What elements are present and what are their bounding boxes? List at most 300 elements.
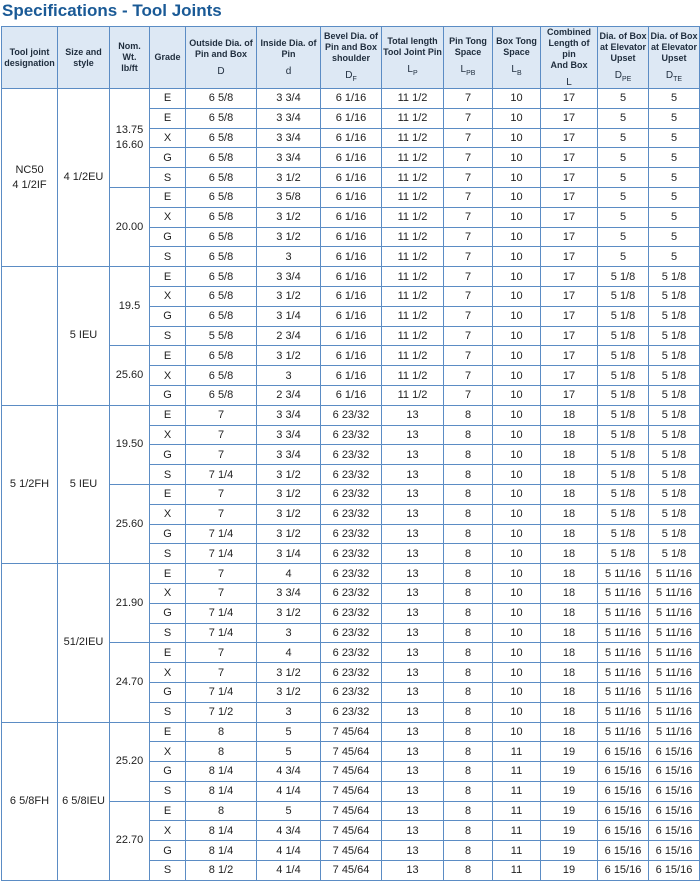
table-cell: 5 — [649, 247, 700, 267]
table-cell: 10 — [493, 207, 541, 227]
table-cell: S — [150, 465, 186, 485]
table-cell: 3 1/2 — [257, 524, 321, 544]
table-cell: 17 — [541, 286, 598, 306]
table-cell: 11 — [493, 762, 541, 782]
table-cell: 5 — [649, 168, 700, 188]
table-cell: 5 11/16 — [649, 682, 700, 702]
column-header-text: Space — [454, 47, 482, 57]
size-and-style — [58, 267, 110, 406]
table-cell: 11 1/2 — [382, 267, 444, 287]
table-cell: 8 — [444, 722, 493, 742]
table-cell: S — [150, 247, 186, 267]
table-cell: 4 — [257, 564, 321, 584]
table-cell: 5 1/8 — [649, 465, 700, 485]
table-cell: 5 — [257, 722, 321, 742]
table-cell: 18 — [541, 465, 598, 485]
table-cell: 10 — [493, 524, 541, 544]
table-cell: 3 3/4 — [257, 128, 321, 148]
table-cell: 6 23/32 — [321, 603, 382, 623]
column-symbol — [493, 64, 540, 79]
table-cell: 11 — [493, 861, 541, 881]
column-header-text: Nom. — [118, 41, 141, 51]
table-cell: 5 11/16 — [598, 643, 649, 663]
column-header — [2, 27, 58, 89]
table-cell: 10 — [493, 564, 541, 584]
table-cell: 6 5/8 — [186, 306, 257, 326]
column-symbol-letter: L — [511, 64, 517, 75]
table-cell: 5 — [649, 89, 700, 109]
column-header-text: Pin and Box — [324, 41, 377, 52]
table-cell: 10 — [493, 346, 541, 366]
table-cell: 5 11/16 — [649, 603, 700, 623]
tool-joint-designation — [2, 722, 58, 880]
table-cell: 3 1/2 — [257, 682, 321, 702]
table-cell: 7 — [444, 128, 493, 148]
table-cell: G — [150, 603, 186, 623]
table-cell: 7 — [444, 267, 493, 287]
table-cell: 10 — [493, 227, 541, 247]
table-cell: 10 — [493, 267, 541, 287]
table-cell: 3 1/2 — [257, 484, 321, 504]
column-header-text: style — [73, 57, 94, 68]
table-cell: 11 1/2 — [382, 227, 444, 247]
table-cell: X — [150, 742, 186, 762]
table-cell: 4 3/4 — [257, 821, 321, 841]
table-cell: 13 — [382, 702, 444, 722]
table-cell: 18 — [541, 504, 598, 524]
table-cell: S — [150, 544, 186, 564]
table-cell: G — [150, 385, 186, 405]
table-cell: 5 — [598, 128, 649, 148]
table-cell: 5 1/8 — [649, 366, 700, 386]
designation-text: 4 1/2IF — [12, 178, 47, 191]
table-cell: 5 11/16 — [598, 583, 649, 603]
table-cell: 10 — [493, 187, 541, 207]
table-cell: 5 — [598, 89, 649, 109]
table-cell: 5 1/8 — [598, 524, 649, 544]
table-cell: 13 — [382, 821, 444, 841]
nominal-weight — [110, 484, 150, 563]
table-cell: 6 15/16 — [598, 821, 649, 841]
table-cell: 10 — [493, 623, 541, 643]
column-symbol-letter: D — [614, 69, 622, 81]
table-cell: 6 23/32 — [321, 702, 382, 722]
table-cell: 8 — [444, 861, 493, 881]
column-header-text: Box Tong — [496, 36, 537, 46]
table-cell: 6 23/32 — [321, 583, 382, 603]
table-cell: 5 — [598, 168, 649, 188]
weight-text: 25.60 — [115, 369, 144, 382]
table-cell: 11 1/2 — [382, 128, 444, 148]
table-cell: 18 — [541, 722, 598, 742]
table-cell: 8 — [444, 425, 493, 445]
table-cell: 11 — [493, 801, 541, 821]
table-cell: 10 — [493, 366, 541, 386]
table-cell: S — [150, 702, 186, 722]
table-cell: 4 1/4 — [257, 861, 321, 881]
column-symbol — [649, 70, 699, 85]
tool-joint-designation — [2, 564, 58, 722]
table-cell: 6 15/16 — [649, 861, 700, 881]
nominal-weight — [110, 564, 150, 643]
table-cell: 5 1/8 — [649, 267, 700, 287]
table-cell: 7 — [444, 346, 493, 366]
table-cell: 13 — [382, 445, 444, 465]
table-cell: X — [150, 286, 186, 306]
table-cell: 10 — [493, 385, 541, 405]
table-cell: 18 — [541, 643, 598, 663]
table-cell: 8 — [444, 603, 493, 623]
table-cell: 3 1/2 — [257, 346, 321, 366]
page-title: Specifications - Tool Joints — [2, 1, 222, 20]
table-cell: 5 1/8 — [649, 504, 700, 524]
column-header-text: Tool joint — [9, 46, 50, 57]
table-cell: 13 — [382, 663, 444, 683]
table-cell: 5 — [257, 742, 321, 762]
table-cell: 3 1/4 — [257, 544, 321, 564]
table-cell: 5 1/8 — [598, 445, 649, 465]
table-cell: 17 — [541, 207, 598, 227]
nominal-weight — [110, 405, 150, 484]
table-cell: 5 — [598, 148, 649, 168]
column-symbol — [444, 64, 492, 79]
column-header-text: Upset — [610, 52, 636, 63]
weight-text: 25.20 — [115, 755, 144, 768]
table-cell: 19 — [541, 861, 598, 881]
table-cell: 8 — [444, 682, 493, 702]
table-cell: 8 — [444, 405, 493, 425]
table-cell: 17 — [541, 128, 598, 148]
table-cell: S — [150, 781, 186, 801]
table-cell: 7 — [444, 247, 493, 267]
table-cell: 7 — [186, 663, 257, 683]
table-cell: 6 23/32 — [321, 623, 382, 643]
table-cell: 2 3/4 — [257, 385, 321, 405]
column-header-text: Size and — [65, 46, 102, 57]
table-body — [2, 89, 700, 881]
table-cell: 17 — [541, 187, 598, 207]
column-symbol — [598, 70, 648, 85]
table-cell: 10 — [493, 326, 541, 346]
table-cell: 5 — [598, 108, 649, 128]
table-cell: 6 5/8 — [186, 286, 257, 306]
column-header-text: Dia. of Box — [599, 30, 647, 41]
table-cell: 11 1/2 — [382, 207, 444, 227]
nominal-weight — [110, 346, 150, 405]
table-cell: 5 11/16 — [598, 702, 649, 722]
table-cell: E — [150, 187, 186, 207]
table-cell: 7 — [186, 484, 257, 504]
column-header-text: Combined — [547, 27, 591, 37]
table-cell: 17 — [541, 108, 598, 128]
table-cell: 6 15/16 — [649, 841, 700, 861]
table-cell: 5 1/8 — [649, 326, 700, 346]
table-cell: 13 — [382, 861, 444, 881]
table-cell: 19 — [541, 841, 598, 861]
table-cell: 3 1/2 — [257, 504, 321, 524]
table-cell: 5 5/8 — [186, 326, 257, 346]
table-cell: X — [150, 583, 186, 603]
table-cell: 6 5/8 — [186, 89, 257, 109]
table-cell: 6 23/32 — [321, 524, 382, 544]
table-cell: S — [150, 861, 186, 881]
table-cell: 6 1/16 — [321, 89, 382, 109]
table-cell: 7 45/64 — [321, 821, 382, 841]
table-cell: 5 — [649, 227, 700, 247]
table-cell: 5 1/8 — [598, 306, 649, 326]
table-cell: 5 1/8 — [598, 267, 649, 287]
table-cell: 5 11/16 — [649, 702, 700, 722]
table-cell: 13 — [382, 484, 444, 504]
table-cell: 11 1/2 — [382, 385, 444, 405]
table-cell: 6 1/16 — [321, 385, 382, 405]
table-cell: 8 1/4 — [186, 762, 257, 782]
table-cell: 3 1/2 — [257, 168, 321, 188]
table-cell: 7 — [444, 187, 493, 207]
table-cell: 6 1/16 — [321, 187, 382, 207]
size-and-style — [58, 564, 110, 722]
column-symbol — [382, 64, 443, 79]
table-cell: 18 — [541, 484, 598, 504]
table-cell: X — [150, 425, 186, 445]
table-cell: 19 — [541, 801, 598, 821]
table-cell: 17 — [541, 227, 598, 247]
column-header — [382, 27, 444, 89]
table-cell: 10 — [493, 643, 541, 663]
column-symbol — [321, 70, 381, 85]
table-cell: X — [150, 366, 186, 386]
table-cell: 6 15/16 — [598, 861, 649, 881]
tool-joints-spec-table — [1, 26, 700, 881]
table-cell: 6 15/16 — [598, 781, 649, 801]
table-cell: 6 23/32 — [321, 564, 382, 584]
table-cell: 5 11/16 — [649, 564, 700, 584]
table-cell: 17 — [541, 168, 598, 188]
table-cell: E — [150, 346, 186, 366]
column-symbol-letter: L — [407, 64, 413, 75]
column-header-text: Dia. of Box — [650, 30, 698, 41]
table-cell: 13 — [382, 524, 444, 544]
column-header-text: And Box — [550, 60, 588, 70]
table-cell: G — [150, 762, 186, 782]
table-cell: E — [150, 267, 186, 287]
table-cell: 5 1/8 — [649, 405, 700, 425]
tool-joint-designation — [2, 267, 58, 406]
table-cell: X — [150, 504, 186, 524]
designation-text: 6 5/8FH — [9, 794, 50, 807]
table-cell: 7 — [186, 504, 257, 524]
table-cell: 7 — [444, 148, 493, 168]
table-cell: 6 1/16 — [321, 168, 382, 188]
table-cell: 3 — [257, 366, 321, 386]
table-cell: 5 11/16 — [598, 663, 649, 683]
table-cell: 10 — [493, 583, 541, 603]
table-cell: 10 — [493, 722, 541, 742]
table-cell: 4 — [257, 643, 321, 663]
table-cell: 6 1/16 — [321, 227, 382, 247]
column-header — [186, 27, 257, 89]
table-cell: 10 — [493, 306, 541, 326]
table-cell: 13 — [382, 801, 444, 821]
table-cell: 13 — [382, 742, 444, 762]
table-cell: 5 11/16 — [598, 682, 649, 702]
table-cell: S — [150, 168, 186, 188]
table-cell: 5 1/8 — [649, 445, 700, 465]
table-cell: 5 — [598, 247, 649, 267]
column-symbol — [186, 66, 256, 77]
designation-text: NC50 — [15, 163, 44, 176]
table-cell: X — [150, 207, 186, 227]
nominal-weight — [110, 89, 150, 188]
table-cell: 6 15/16 — [598, 762, 649, 782]
table-cell: 10 — [493, 504, 541, 524]
table-cell: 5 1/8 — [649, 425, 700, 445]
table-cell: E — [150, 484, 186, 504]
column-header — [257, 27, 321, 89]
table-cell: 5 — [598, 187, 649, 207]
table-cell: S — [150, 326, 186, 346]
table-cell: 6 15/16 — [649, 781, 700, 801]
table-cell: 10 — [493, 128, 541, 148]
table-row — [2, 564, 700, 584]
table-cell: 8 — [444, 583, 493, 603]
table-cell: G — [150, 445, 186, 465]
table-cell: 6 5/8 — [186, 207, 257, 227]
table-cell: 6 23/32 — [321, 504, 382, 524]
table-row — [2, 267, 700, 287]
table-cell: 8 — [186, 742, 257, 762]
table-cell: 6 1/16 — [321, 286, 382, 306]
table-cell: 6 23/32 — [321, 405, 382, 425]
table-cell: 6 1/16 — [321, 148, 382, 168]
table-cell: 5 1/8 — [598, 366, 649, 386]
column-symbol — [257, 66, 320, 77]
table-cell: 5 — [649, 128, 700, 148]
table-cell: 10 — [493, 425, 541, 445]
column-symbol-subscript: B — [516, 70, 522, 77]
table-cell: 13 — [382, 682, 444, 702]
table-cell: E — [150, 405, 186, 425]
table-cell: 6 1/16 — [321, 128, 382, 148]
table-cell: 19 — [541, 781, 598, 801]
table-cell: 5 11/16 — [598, 564, 649, 584]
table-cell: 5 1/8 — [649, 524, 700, 544]
designation-text: 5 1/2FH — [9, 477, 50, 490]
table-cell: 6 5/8 — [186, 168, 257, 188]
table-cell: 11 1/2 — [382, 366, 444, 386]
table-cell: 7 45/64 — [321, 762, 382, 782]
table-cell: 13 — [382, 841, 444, 861]
table-cell: 4 3/4 — [257, 762, 321, 782]
table-cell: 17 — [541, 306, 598, 326]
weight-text: 20.00 — [115, 220, 144, 233]
table-cell: 6 1/16 — [321, 108, 382, 128]
column-header-text: Outside Dia. of — [189, 38, 253, 48]
column-header-text: Inside Dia. of — [260, 38, 317, 48]
table-cell: 6 23/32 — [321, 663, 382, 683]
table-cell: 18 — [541, 524, 598, 544]
table-cell: 4 1/4 — [257, 841, 321, 861]
column-header-text: lb/ft — [121, 63, 138, 73]
table-cell: 11 1/2 — [382, 326, 444, 346]
nominal-weight — [110, 643, 150, 722]
table-cell: 3 3/4 — [257, 445, 321, 465]
nominal-weight — [110, 722, 150, 801]
table-cell: 5 1/8 — [598, 465, 649, 485]
weight-text: 22.70 — [115, 834, 144, 847]
table-cell: 6 23/32 — [321, 682, 382, 702]
table-cell: 6 23/32 — [321, 643, 382, 663]
size-text: 51/2IEU — [63, 636, 104, 649]
table-cell: 10 — [493, 247, 541, 267]
table-cell: 5 1/8 — [598, 346, 649, 366]
table-cell: 8 — [444, 841, 493, 861]
table-cell: 10 — [493, 108, 541, 128]
table-cell: 5 1/8 — [598, 405, 649, 425]
column-header — [444, 27, 493, 89]
table-cell: 18 — [541, 623, 598, 643]
table-cell: 8 — [444, 801, 493, 821]
table-cell: X — [150, 663, 186, 683]
table-cell: 18 — [541, 583, 598, 603]
table-cell: 5 — [649, 148, 700, 168]
column-header-text: at Elevator — [599, 41, 647, 52]
table-cell: 6 5/8 — [186, 227, 257, 247]
table-cell: 6 23/32 — [321, 425, 382, 445]
weight-text: 21.90 — [115, 596, 144, 609]
table-cell: 7 — [186, 643, 257, 663]
table-cell: 13 — [382, 762, 444, 782]
column-header — [110, 27, 150, 89]
column-symbol-letter: L — [460, 64, 467, 75]
table-cell: 5 11/16 — [649, 663, 700, 683]
table-cell: 3 5/8 — [257, 187, 321, 207]
weight-text: 25.60 — [115, 517, 144, 530]
table-cell: S — [150, 623, 186, 643]
table-cell: 6 1/16 — [321, 267, 382, 287]
table-cell: 5 1/8 — [649, 484, 700, 504]
column-symbol-subscript: TE — [673, 75, 683, 83]
table-cell: 5 11/16 — [598, 722, 649, 742]
table-cell: 7 — [186, 583, 257, 603]
column-header — [649, 27, 700, 89]
table-cell: 5 1/8 — [598, 504, 649, 524]
table-cell: 18 — [541, 445, 598, 465]
table-cell: 6 15/16 — [649, 762, 700, 782]
table-cell: 6 15/16 — [649, 801, 700, 821]
table-cell: 11 1/2 — [382, 89, 444, 109]
table-cell: 6 15/16 — [649, 821, 700, 841]
table-cell: 10 — [493, 484, 541, 504]
table-cell: 18 — [541, 663, 598, 683]
table-cell: 8 — [444, 702, 493, 722]
table-cell: 6 5/8 — [186, 108, 257, 128]
table-cell: 8 — [444, 781, 493, 801]
table-cell: G — [150, 148, 186, 168]
table-cell: 7 45/64 — [321, 781, 382, 801]
table-cell: 7 — [186, 405, 257, 425]
table-cell: 4 1/4 — [257, 781, 321, 801]
table-header — [2, 27, 700, 89]
table-cell: 8 — [444, 445, 493, 465]
table-cell: 19 — [541, 762, 598, 782]
table-cell: 3 3/4 — [257, 583, 321, 603]
table-cell: 17 — [541, 89, 598, 109]
table-cell: 5 — [598, 207, 649, 227]
table-cell: 11 1/2 — [382, 168, 444, 188]
table-cell: 8 — [444, 544, 493, 564]
table-cell: 6 1/16 — [321, 247, 382, 267]
